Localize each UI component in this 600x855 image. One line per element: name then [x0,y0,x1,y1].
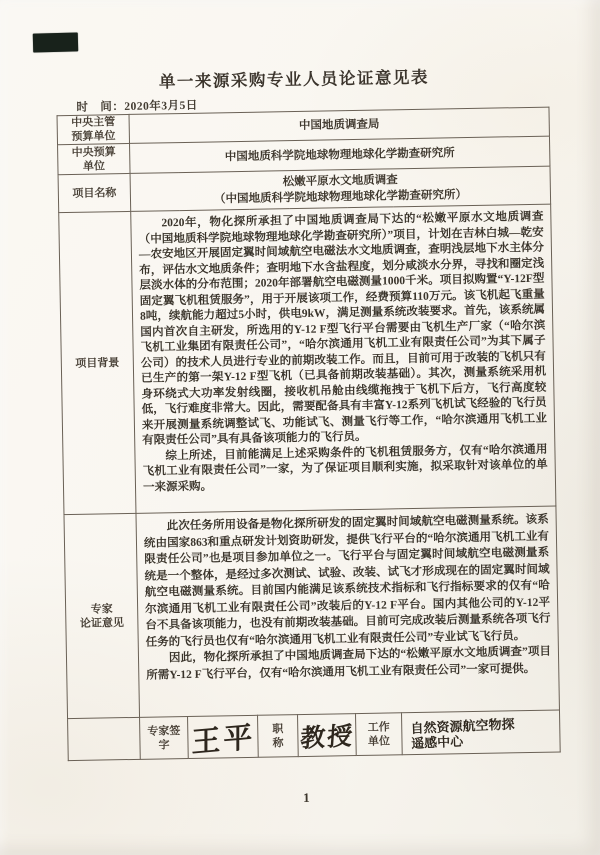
label-central-budget-unit [58,143,131,174]
background-paragraph-1: 2020年，物化探所承担了中国地质调查局下达的“松嫩平原水文地质调查（中国地质科学院地球物理地球化学勘查研究所）”项目，计划在吉林白城—乾安—农安地区开展固定翼时间域航空电磁法水文地质调查，查明浅层地下水主体分布，评估水文地质条件；查明地下水含盐程度，划分咸淡水分界，寻找和圈定浅层淡水体的分布范围；2020年部署航空电磁测量1000千米。项目拟购置“Y-12F型固定翼飞机租赁服务”，用于开展该项工作，经费预算110万元。该飞机起飞重量8吨，续航能力超过5小时，供电9kW，满足测量系统改装要求。首先，该系统属国内首次自主研发，所选用的Y-12 F型飞行平台需要由飞机生产厂家（“哈尔滨飞机工业集团有限责任公司”，“哈尔滨通用飞机工业有限责任公司”为其下属子公司）的技术人员进行专业的前期改装工作。而且，目前可用于改装的飞机只有已生产的第一架Y-12 F型飞机（已具备前期改装基础）。其次，测量系统采用机身环绕式大功率发射线圈，接收机吊舱由线缆拖拽于飞机下后方，飞行高度较低，飞行难度非常大。因此，需要配备具有丰富Y-12系列飞机试飞经验的飞行员来开展测量系统调整试飞、功能试飞、测量飞行等工作，“哈尔滨通用飞机工业有限责任公司”具有具备该项能力的飞行员。 [138,210,548,447]
job-title-handwriting: 教授 [296,712,357,757]
label-expert-opinion [64,513,140,718]
label-line: 职 [272,722,284,736]
label-line: 中央主管 [71,116,116,129]
label-line: 论证意见 [79,616,124,630]
value-expert-opinion [136,506,560,717]
label-work-unit [356,713,403,756]
label-line: 字 [158,738,170,752]
row-expert-opinion [64,506,560,719]
row-project-background [59,204,556,515]
label-line: 专家 [90,602,113,616]
label-job-title [258,715,299,758]
date-label: 时 间： [76,101,125,114]
background-paragraph-2: 综上所述，目前能满足上述采购条件的飞机租赁服务方，仅有“哈尔滨通用飞机工业有限责任公司”一家，为了保证项目顺利实施，拟采取针对该单位的单一来源采购。 [142,443,548,494]
row-signature [68,710,561,761]
date-value: 2020年3月5日 [124,99,198,114]
project-name-line1: 松嫩平原水文地质调查 [282,173,398,188]
label-line: 预算单位 [71,130,116,143]
signature-empty-cell [68,717,141,760]
label-line: 中央预算 [71,145,116,159]
expert-signature-handwriting: 王平 [188,713,258,761]
work-unit-line1: 自然资源航空物探 [409,715,515,736]
page-number: 1 [303,789,310,805]
label-line: 专家签 [147,724,181,738]
work-unit-handwriting [401,708,561,757]
work-unit-line2: 遥感中心 [410,733,464,751]
label-project-background: 项目背景 [59,211,136,514]
value-project-background [131,204,556,513]
label-central-supervisor-budget-unit [57,114,129,144]
opinion-paragraph-2: 因此，物化探所承担了中国地质调查局下达的“松嫩平原水文地质调查”项目所需Y-12 F飞行平台，仅有“哈尔滨通用飞机工业有限责任公司”一家可提供。 [146,645,552,682]
opinion-paragraph-1: 此次任务所用设备是物化探所研发的固定翼时间域航空电磁测量系统。该系统由国家863和重点研发计划资助研发，提供飞行平台的“哈尔滨通用飞机工业有限责任公司”也是项目参加单位之一。飞行平台与固定翼时间域航空电磁测量系统是一个整体，是经过多次测试、试验、改装、试飞才形成现在的固定翼时间域航空电磁测量系统。目前国内能满足该系统技术指标和飞行指标要求的仅有“哈尔滨通用飞机工业有限责任公司”改装后的Y-12 F平台。国内其他公司的Y-12平台不具备该项能力，也没有前期改装基础。目前可完成改装后测量系统各项飞行任务的飞行员也仅有“哈尔滨通用飞机工业有限责任公司”专业试飞飞行员。 [143,513,551,649]
label-project-name: 项目名称 [58,173,131,212]
label-line: 单位 [82,159,106,173]
label-line: 称 [272,736,284,750]
label-line: 单位 [367,734,391,748]
value-central-budget-unit: 中国地质科学院地球物理地球化学勘查研究所 [130,136,550,173]
page-title: 单一来源采购专业人员论证意见表 [158,67,430,92]
label-line: 工作 [367,720,390,734]
value-central-supervisor-budget-unit: 中国地质调查局 [129,107,549,143]
label-expert-signature [140,717,189,760]
project-name-line2: （中国地质科学院地球物理地球化学勘查研究所） [213,188,468,205]
opinion-form-table [57,107,561,762]
